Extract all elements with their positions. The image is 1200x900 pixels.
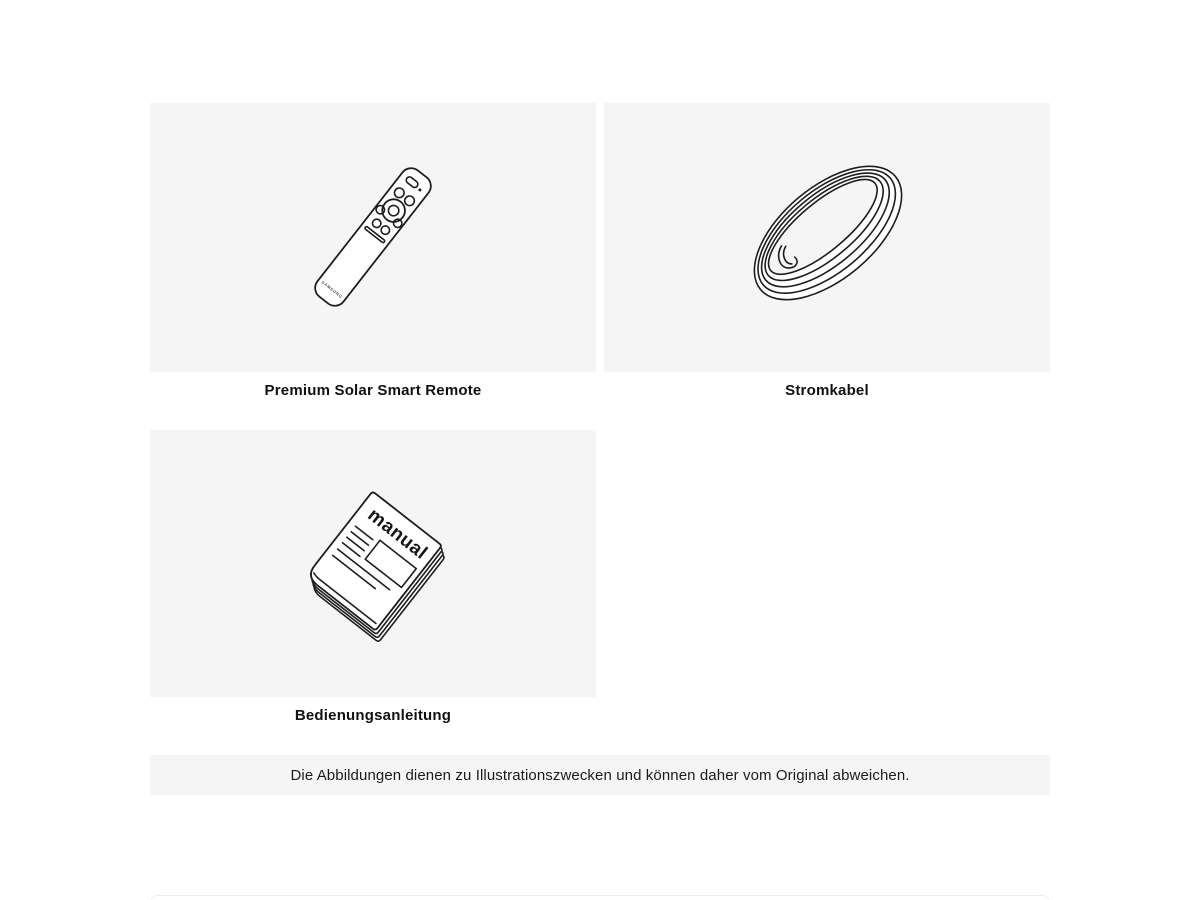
item-power-cable: [604, 103, 1050, 400]
items-row-1: [150, 103, 1050, 400]
item-manual-tile: [150, 430, 596, 697]
item-remote-label: Premium Solar Smart Remote: [264, 382, 482, 399]
item-manual: [150, 430, 596, 725]
item-power-cable-tile: [604, 103, 1050, 372]
item-remote: [150, 103, 596, 400]
next-section-card-edge: [150, 895, 1050, 900]
remote-icon: [150, 103, 596, 372]
disclaimer-bar: [150, 755, 1050, 795]
manual-icon: [150, 430, 596, 697]
item-manual-label: Bedienungsanleitung: [294, 707, 452, 724]
item-remote-tile: [150, 103, 596, 372]
items-row-2: [150, 430, 1050, 725]
manual-cover-text: manual: [363, 504, 432, 564]
disclaimer-text: Die Abbildungen dienen zu Illustrationszwecken und können daher vom Original abweichen.: [290, 766, 910, 784]
remote-brand-text: SAMSUNG: [320, 279, 344, 300]
item-power-cable-label: Stromkabel: [785, 382, 869, 399]
items-grid: [150, 103, 1050, 795]
power-cable-icon: [604, 103, 1050, 372]
